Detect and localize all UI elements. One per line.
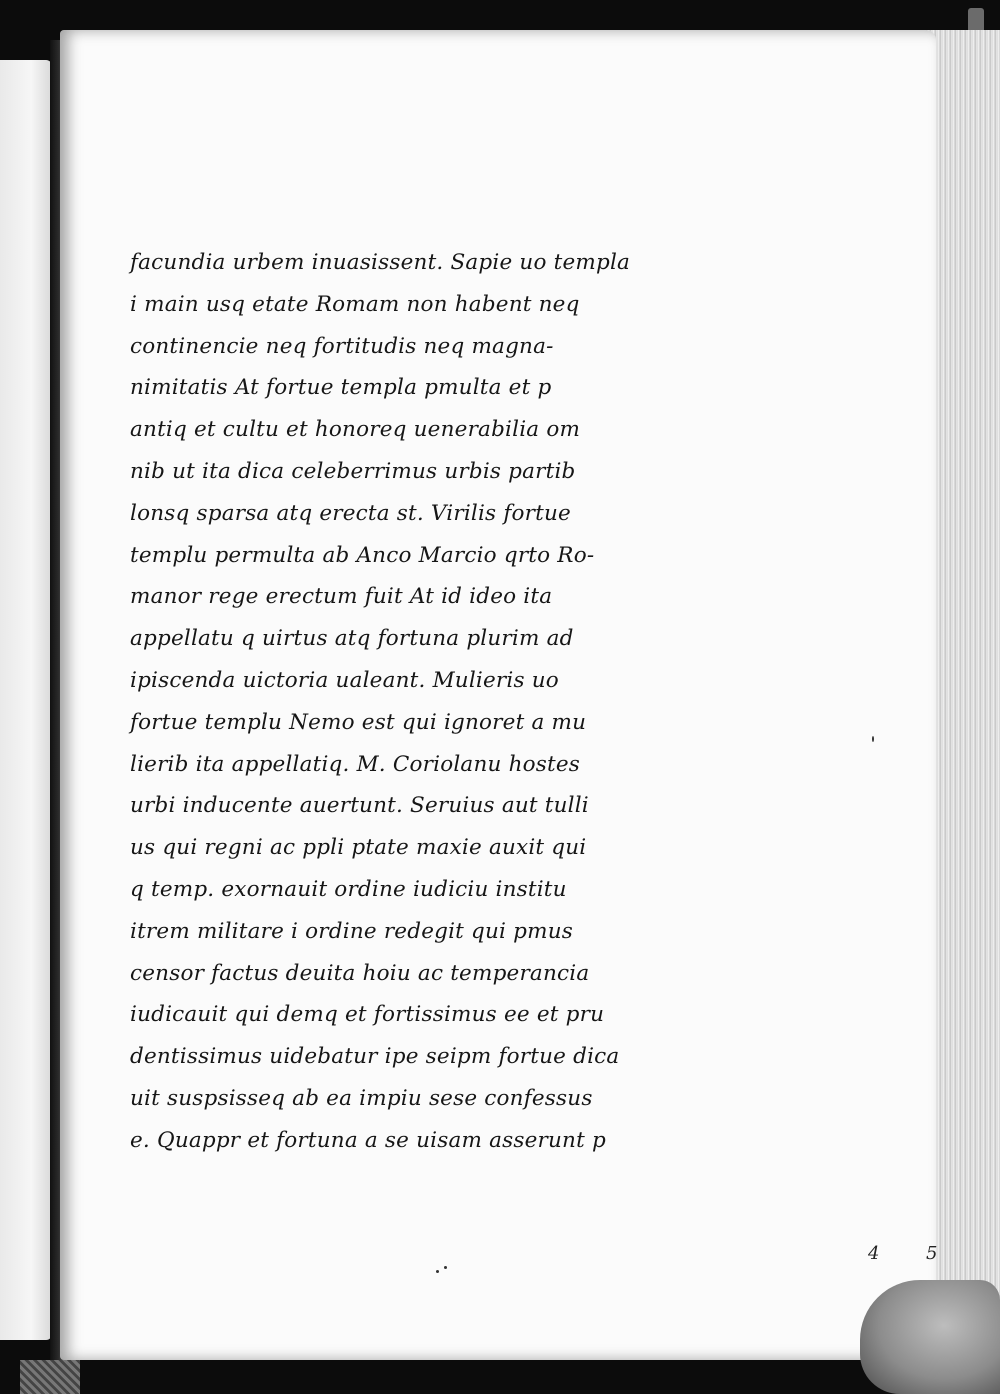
thumb (860, 1280, 1000, 1394)
manuscript-text-block (130, 242, 690, 1162)
text-line: uit suspsisseq ab ea impiu sese confessus (130, 1085, 593, 1111)
folio-mark: 5 (926, 1243, 938, 1264)
text-line: iudicauit qui demq et fortissimus ee et pru (130, 1002, 605, 1028)
text-line: i main usq etate Romam non habent neq (130, 291, 580, 317)
text-line: q temp. exornauit ordine iudiciu institu (130, 876, 567, 902)
manuscript-page (60, 30, 936, 1360)
text-line: lierib ita appellatiq. M. Coriolanu hostes (130, 751, 581, 777)
text-line: ipiscenda uictoria ualeant. Mulieris uo (130, 667, 559, 693)
text-line: censor factus deuita hoiu ac temperancia (130, 960, 590, 986)
text-line: continencie neq fortitudis neq magna- (130, 333, 554, 359)
binding-tie (20, 1360, 80, 1394)
text-line: urbi inducente auertunt. Seruius aut tulli (130, 793, 589, 819)
left-page-edge (0, 60, 52, 1340)
text-line: e. Quappr et fortuna a se uisam asserunt p (130, 1127, 606, 1153)
text-line: dentissimus uidebatur ipe seipm fortue dica (130, 1044, 620, 1070)
text-line: antiq et cultu et honoreq uenerabilia om (130, 417, 581, 443)
text-line: lonsq sparsa atq erecta st. Virilis fortue (130, 500, 571, 526)
page-stack-edge (925, 30, 1000, 1394)
text-line: itrem militare i ordine redegit qui pmus (130, 918, 573, 944)
text-line: us qui regni ac ppli ptate maxie auxit qui (130, 835, 587, 861)
text-line: nib ut ita dica celeberrimus urbis partib (130, 458, 576, 484)
ink-speck (444, 1266, 447, 1269)
text-line: facundia urbem inuasissent. Sapie uo templa (130, 250, 631, 275)
text-line: manor rege erectum fuit At id ideo ita (130, 584, 553, 610)
text-line: nimitatis At fortue templa pmulta et p (130, 375, 552, 401)
folio-mark: 4 (868, 1243, 880, 1264)
text-line: fortue templu Nemo est qui ignoret a mu (130, 709, 587, 735)
ink-speck (436, 1270, 439, 1273)
text-line: appellatu q uirtus atq fortuna plurim ad (130, 626, 574, 652)
text-line: templu permulta ab Anco Marcio qrto Ro- (130, 542, 595, 568)
ink-speck (872, 736, 874, 742)
